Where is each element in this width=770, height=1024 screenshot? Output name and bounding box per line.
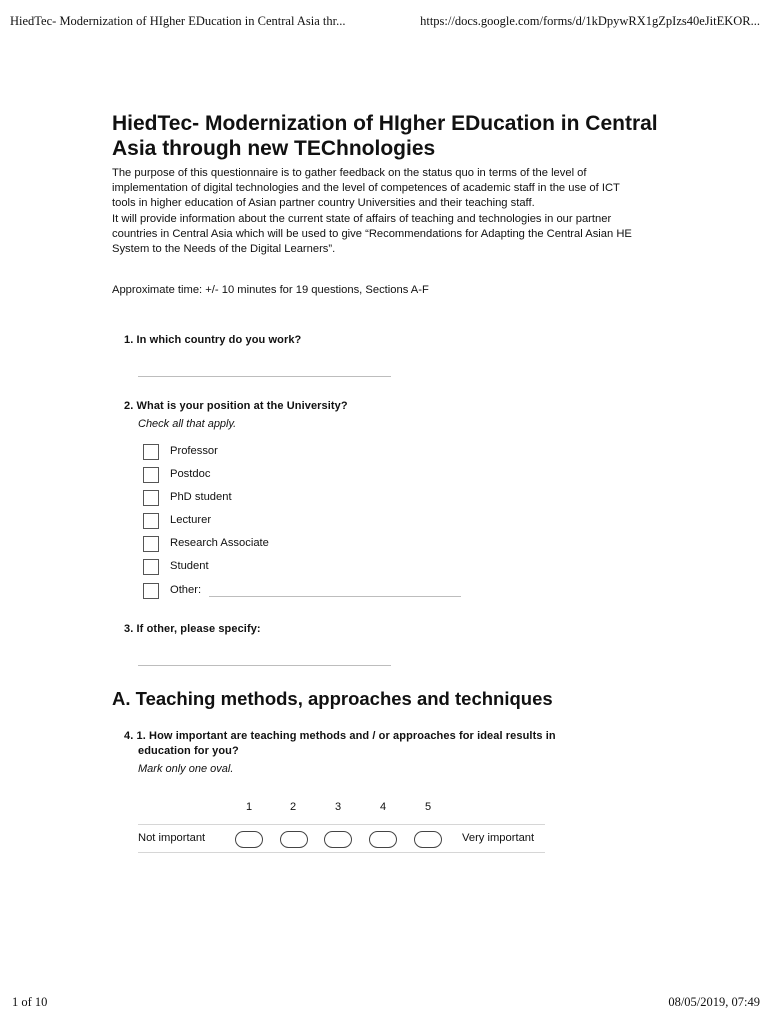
radio-oval-5[interactable] xyxy=(414,831,442,848)
option-label: Other: xyxy=(170,584,202,596)
scale-low-label: Not important xyxy=(138,832,206,844)
question-4-label-line2: education for you? xyxy=(138,745,239,757)
option-label: PhD student xyxy=(170,491,232,503)
scale-divider-top xyxy=(138,824,545,825)
radio-oval-2[interactable] xyxy=(280,831,308,848)
checkbox[interactable] xyxy=(143,559,159,575)
print-header-url: https://docs.google.com/forms/d/1kDpywRX1gZpIzs40eJitEKOR... xyxy=(420,14,760,28)
checkbox[interactable] xyxy=(143,583,159,599)
question-3-answer-field[interactable] xyxy=(138,665,391,666)
option-label: Lecturer xyxy=(170,514,212,526)
checkbox[interactable] xyxy=(143,536,159,552)
question-2-hint: Check all that apply. xyxy=(138,418,237,430)
scale-number: 5 xyxy=(424,801,432,813)
radio-oval-4[interactable] xyxy=(369,831,397,848)
scale-number: 3 xyxy=(334,801,342,813)
description-paragraph-2: It will provide information about the current state of affairs of teaching and technologies in our partner countries in Central Asia which will be used to give “Recommendations for Adapting the Central Asian HE System to the Needs of the Digital Learners”. xyxy=(112,212,632,256)
scale-number: 2 xyxy=(289,801,297,813)
option-label: Research Associate xyxy=(170,537,269,549)
print-datetime: 08/05/2019, 07:49 xyxy=(668,995,760,1009)
scale-number: 4 xyxy=(379,801,387,813)
print-header-title: HiedTec- Modernization of HIgher EDucation in Central Asia thr... xyxy=(10,14,346,28)
radio-oval-3[interactable] xyxy=(324,831,352,848)
approx-time: Approximate time: +/- 10 minutes for 19 questions, Sections A-F xyxy=(112,284,429,296)
form-description xyxy=(112,166,642,257)
scale-number: 1 xyxy=(245,801,253,813)
question-1-answer-field[interactable] xyxy=(138,376,391,377)
question-4-label-line1: 4. 1. How important are teaching methods and / or approaches for ideal results in xyxy=(124,730,556,742)
other-text-field[interactable] xyxy=(209,596,461,597)
scale-divider-bottom xyxy=(138,852,545,853)
option-label: Student xyxy=(170,560,209,572)
checkbox[interactable] xyxy=(143,490,159,506)
checkbox[interactable] xyxy=(143,444,159,460)
option-label: Postdoc xyxy=(170,468,211,480)
checkbox[interactable] xyxy=(143,467,159,483)
option-label: Professor xyxy=(170,445,218,457)
question-2-label: 2. What is your position at the University? xyxy=(124,400,348,412)
question-1-label: 1. In which country do you work? xyxy=(124,334,302,346)
description-paragraph-1: The purpose of this questionnaire is to gather feedback on the status quo in terms of the level of implementation of digital technologies and the level of competences of academic staff in the use of ICT tools in higher education of Asian partner country Universities and their teaching staff. xyxy=(112,167,620,210)
scale-high-label: Very important xyxy=(462,832,535,844)
checkbox[interactable] xyxy=(143,513,159,529)
form-title: HiedTec- Modernization of HIgher EDucation in Central Asia through new TEChnologies xyxy=(112,112,658,160)
section-a-title: A. Teaching methods, approaches and techniques xyxy=(112,688,553,709)
page-number: 1 of 10 xyxy=(12,995,48,1009)
question-3-label: 3. If other, please specify: xyxy=(124,623,261,635)
radio-oval-1[interactable] xyxy=(235,831,263,848)
question-4-hint: Mark only one oval. xyxy=(138,763,234,775)
